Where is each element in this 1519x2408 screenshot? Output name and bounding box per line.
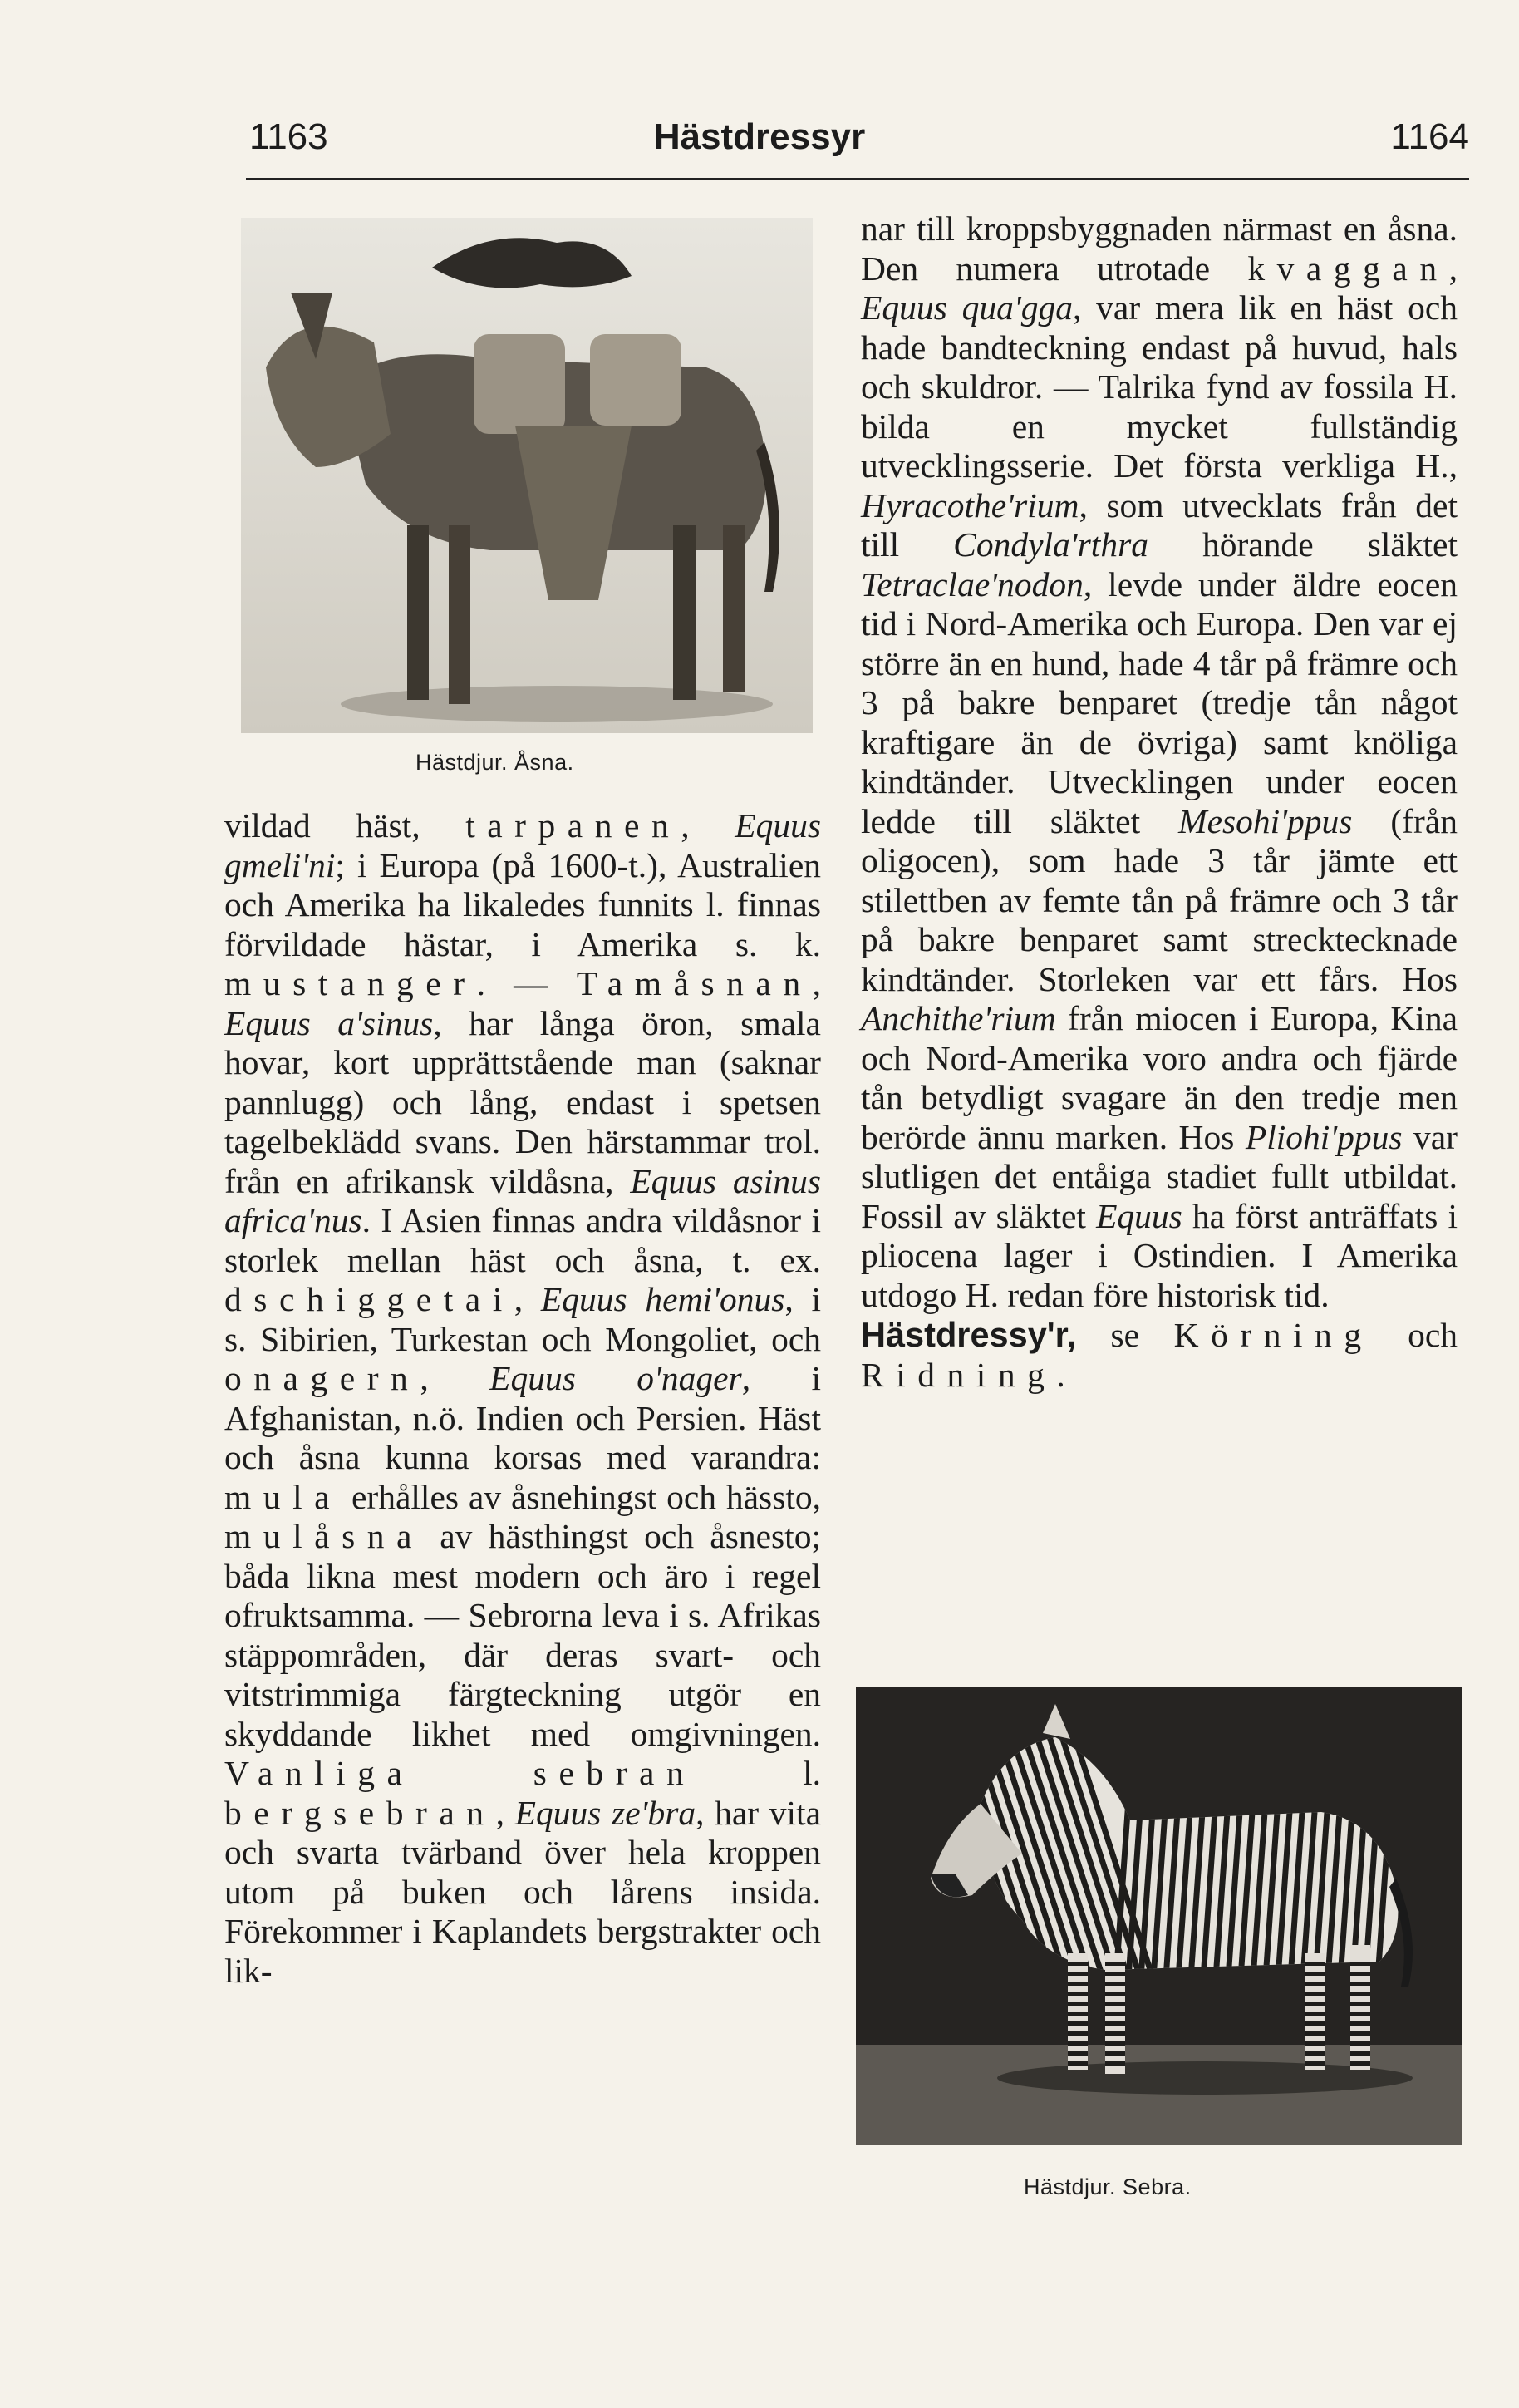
text-run: , levde under äldre eocen tid i Nord-Amerika och Europa. Den var ej större än en hund, hade 4 tår på främre och 3 på bakre benparet (tredje tån något kraftigare än de övriga) samt knöliga kindtänder. Utvecklingen under eocen ledde till släktet bbox=[861, 564, 1458, 840]
text-run: nar till kroppsbyggnaden närmast en åsna. Den numera utrotade bbox=[861, 209, 1458, 288]
text-run: , bbox=[420, 1359, 490, 1397]
genus-name: Anchithe'rium bbox=[861, 999, 1056, 1037]
text-run: , har långa öron, smala hovar, kort upprättstående man (saknar pannlugg) och lång, endast i spetsen tagelbeklädd svans. Den härstammar trol. från en afrikansk vildåsna, bbox=[224, 1003, 821, 1200]
species-name: Equus gmeli'ni bbox=[224, 806, 821, 884]
genus-name: Tetraclae'nodon bbox=[861, 564, 1084, 603]
spaced-term: Tamåsnan bbox=[576, 964, 813, 1002]
species-name: Equus a'sinus bbox=[224, 1003, 434, 1042]
spaced-term: bergsebran bbox=[224, 1793, 496, 1832]
text-run: ; i Europa (på 1600-t.), Australien och Amerika ha likaledes funnits l. finnas förvildade hästar, i Amerika s. k. bbox=[224, 845, 821, 963]
paragraph bbox=[861, 209, 1458, 1315]
spaced-term: kvaggan bbox=[1247, 249, 1449, 288]
genus-name: Hyracothe'rium bbox=[861, 485, 1079, 524]
species-name: Equus hemi'onus bbox=[540, 1280, 785, 1318]
spaced-term: onagern bbox=[224, 1359, 420, 1397]
text-run: , i Afghanistan, n.ö. Indien och Persien. Häst och åsna kunna korsas med varandra: bbox=[224, 1359, 821, 1476]
text-run: . — bbox=[476, 964, 577, 1002]
text-run: . bbox=[1056, 1355, 1065, 1394]
header-rule bbox=[246, 178, 1469, 180]
text-run: av hästhingst och åsnesto; båda likna mest modern och äro i regel ofruktsamma. — Sebrorna leva i s. Afrikas stäppområden, där deras svart- och vitstrimmiga färgteckning utgör en skyddande likhet med omgivningen. bbox=[224, 1517, 821, 1753]
text-run: , bbox=[514, 1280, 541, 1318]
text-run: , har vita och svarta tvärband över hela kroppen utom på buken och lårens insida. Förekommer i Kaplandets bergstrakter och lik- bbox=[224, 1793, 821, 1990]
text-run: hörande släktet bbox=[1148, 525, 1458, 564]
text-run: (från oligocen), som hade 3 tår jämte ett stilettben av femte tån på främre och 3 tår på bakre benparet samt strecktecknade kindtänder. Storleken var ett fårs. Hos bbox=[861, 801, 1458, 998]
species-name: Equus asinus africa'nus bbox=[224, 1161, 821, 1239]
text-run: , bbox=[1448, 249, 1458, 288]
cross-reference: Körning bbox=[1173, 1316, 1374, 1354]
zebra-photo bbox=[856, 1687, 1462, 2145]
genus-name: Mesohi'ppus bbox=[1178, 801, 1353, 840]
zebra-caption: Hästdjur. Sebra. bbox=[1024, 2174, 1192, 2199]
text-run: ha först anträffats i pliocena lager i Ostindien. I Amerika utdogo H. redan före historisk tid. bbox=[861, 1196, 1458, 1314]
donkey-caption: Hästdjur. Åsna. bbox=[415, 750, 574, 775]
species-name: Equus qua'gga bbox=[861, 288, 1073, 327]
text-run: erhålles av åsnehingst och hässto, bbox=[342, 1477, 821, 1516]
genus-name: Condyla'rthra bbox=[953, 525, 1148, 564]
text-run: var slutligen det entåiga stadiet fullt utbildat. Fossil av släktet bbox=[861, 1117, 1458, 1235]
text-run: , i s. Sibirien, Turkestan och Mongoliet, och bbox=[224, 1280, 822, 1358]
spaced-term: mulåsna bbox=[224, 1517, 424, 1555]
text-run: , bbox=[812, 964, 821, 1002]
text-run: , bbox=[495, 1793, 515, 1832]
text-run: , var mera lik en häst och hade bandteckning endast på huvud, hals och skuldror. — Talrika fynd av fossila H. bilda en mycket fullständig utvecklingsserie. Det första verkliga H., bbox=[861, 288, 1458, 485]
text-run: , som utvecklats från det till bbox=[861, 485, 1458, 564]
spaced-term: dschiggetai bbox=[224, 1280, 514, 1318]
spaced-term: mustanger bbox=[224, 964, 477, 1002]
text-run: l. bbox=[696, 1754, 821, 1792]
species-name: Equus o'nager bbox=[489, 1359, 742, 1397]
entry-hastdressyr bbox=[861, 1315, 1458, 1395]
spaced-term: tarpanen bbox=[465, 806, 681, 845]
text-run: från miocen i Europa, Kina och Nord-Amerika voro andra och fjärde tån betydligt svagare än den tredje men berörde ännu marken. Hos bbox=[861, 999, 1458, 1156]
text-run: , bbox=[681, 806, 735, 845]
text-run: . I Asien finnas andra vildåsnor i storlek mellan häst och åsna, t. ex. bbox=[224, 1201, 821, 1279]
right-column bbox=[861, 209, 1458, 1395]
species-name: Equus ze'bra bbox=[514, 1793, 696, 1832]
spaced-term: Vanliga sebran bbox=[224, 1754, 696, 1792]
text-run: vildad häst, bbox=[224, 806, 466, 845]
text-run: se bbox=[1076, 1316, 1174, 1354]
right-page-number: 1164 bbox=[1390, 116, 1469, 157]
spaced-term: mula bbox=[224, 1477, 342, 1516]
donkey-photo bbox=[241, 218, 813, 733]
left-column bbox=[224, 806, 821, 1991]
running-title: Hästdressyr bbox=[653, 116, 866, 157]
cross-reference: Ridning bbox=[861, 1355, 1057, 1394]
left-page-number: 1163 bbox=[249, 116, 328, 157]
text-run: och bbox=[1373, 1316, 1458, 1354]
genus-name: Equus bbox=[1096, 1196, 1182, 1235]
genus-name: Pliohi'ppus bbox=[1245, 1117, 1403, 1156]
entry-headword: Hästdressy'r, bbox=[861, 1315, 1077, 1354]
paragraph bbox=[224, 806, 821, 1991]
